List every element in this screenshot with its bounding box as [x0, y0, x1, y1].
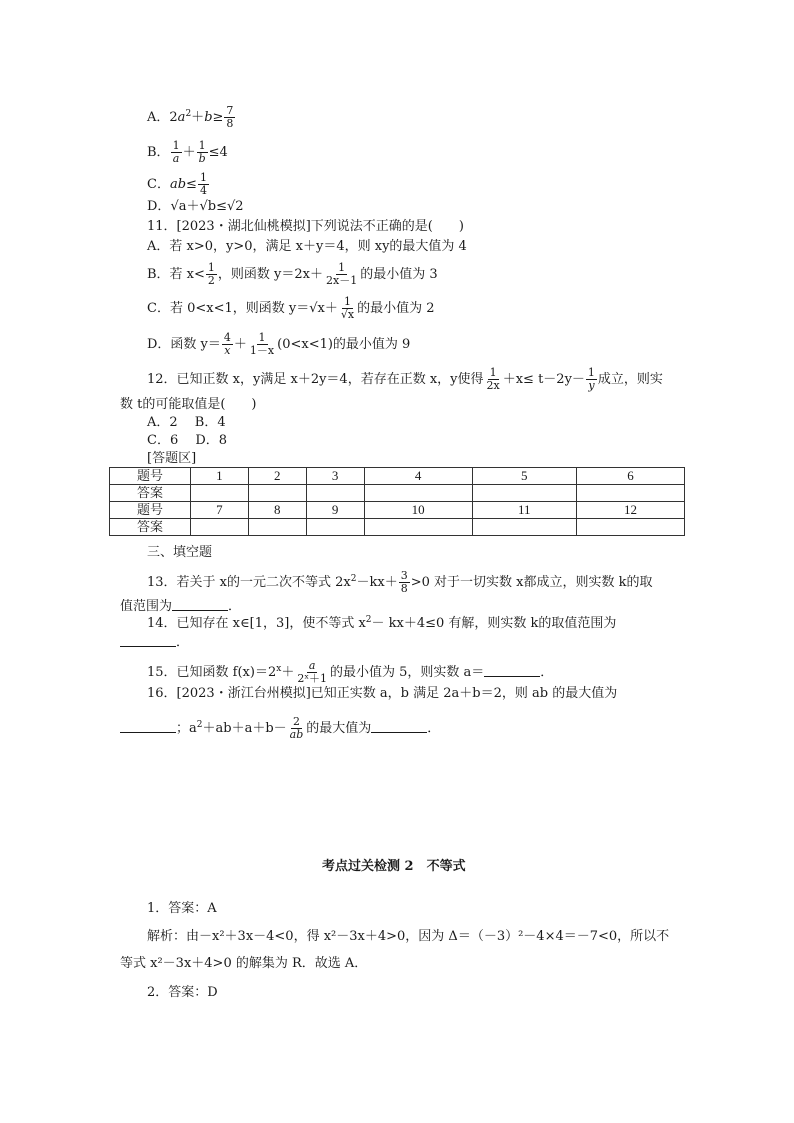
answer-1-explanation-line2: 等式 x²－3x＋4>0 的解集为 R．故选 A． — [120, 956, 368, 971]
answer-blank[interactable] — [120, 634, 176, 647]
question-number: 6 — [576, 468, 684, 485]
question-12-stem: 12．已知正数 x，y满足 x＋2y＝4，若存在正数 x，y使得 $\frac{1}{2x}$ ＋x≤ t－2y－ $\frac{1}{y}$ 成立，则实 — [147, 366, 663, 392]
question-16-line2: ；$a^2+ab+a+b-$ $\frac{2}{ab}$ 的最大值为 ． — [120, 716, 440, 741]
question-number: 10 — [364, 502, 472, 519]
answer-cell[interactable] — [576, 485, 684, 502]
answer-cell[interactable] — [191, 519, 249, 536]
option-10d: D．√a＋√b≤√2 — [147, 199, 244, 214]
question-13-line2: 值范围为 ． — [120, 599, 242, 614]
answer-2: 2．答案：D — [147, 985, 218, 1000]
question-14: 14．已知存在 x∈[1，3]，使不等式 $x^2- kx+4\le 0$ 有解，则实数 k的取值范围为 — [147, 615, 617, 631]
question-16: 16．[2023・浙江台州模拟]已知正实数 a，b 满足 2a＋b＝2，则 ab 的最大值为 — [147, 686, 618, 701]
question-number: 8 — [248, 502, 306, 519]
answer-cell[interactable] — [364, 485, 472, 502]
table-row — [110, 519, 685, 536]
answer-cell[interactable] — [248, 485, 306, 502]
answer-blank[interactable] — [371, 720, 427, 733]
question-12-line2: 数 t的可能取值是( ) — [120, 397, 257, 412]
question-number: 11 — [472, 502, 576, 519]
question-number: 2 — [248, 468, 306, 485]
answer-cell[interactable] — [472, 519, 576, 536]
table-row — [110, 485, 685, 502]
question-number: 3 — [306, 468, 364, 485]
answer-cell[interactable] — [576, 519, 684, 536]
option-10a: A．$2a^2+b\ge$ $\frac{7}{8}$ — [147, 104, 234, 130]
question-12-options-cd: C．6 D．8 — [147, 433, 228, 448]
row-label: 答案 — [110, 519, 191, 536]
row-label: 题号 — [110, 468, 191, 485]
option-10b: B． $\frac{1}{a}$ ＋ $\frac{1}{b}$ ≤4 — [147, 139, 228, 165]
answer-cell[interactable] — [191, 485, 249, 502]
row-label: 题号 — [110, 502, 191, 519]
option-10c: C．ab≤ $\frac{1}{4}$ — [147, 171, 207, 197]
answer-table — [109, 467, 685, 536]
question-number: 12 — [576, 502, 684, 519]
section-heading: 三、填空题 — [147, 545, 213, 560]
answer-blank[interactable] — [120, 720, 176, 733]
option-11b: B．若 x< $\frac{1}{2}$ ，则函数 y＝2x＋ $\frac{1}{2x-1}$ 的最小值为 3 — [147, 261, 438, 287]
table-row — [110, 502, 685, 519]
answers-title: 考点过关检测 2 不等式 — [322, 859, 466, 874]
answer-cell[interactable] — [364, 519, 472, 536]
answer-area-label: [答题区] — [147, 451, 197, 466]
answer-blank[interactable] — [484, 664, 540, 677]
question-11-stem: 11．[2023・湖北仙桃模拟]下列说法不正确的是( ) — [147, 219, 464, 234]
answer-cell[interactable] — [306, 485, 364, 502]
option-11c: C．若 0<x<1，则函数 y＝√x＋ $\frac{1}{√x}$ 的最小值为 2 — [147, 295, 435, 321]
question-number: 9 — [306, 502, 364, 519]
answer-1-explanation: 解析：由－x²＋3x－4<0，得 x²－3x＋4>0，因为 Δ＝（－3）²－4×4＝－7<0，所以不 — [147, 929, 670, 944]
answer-cell[interactable] — [472, 485, 576, 502]
answer-cell[interactable] — [248, 519, 306, 536]
question-14-line2: ． — [120, 634, 189, 652]
question-number: 4 — [364, 468, 472, 485]
answer-1: 1．答案：A — [147, 901, 217, 916]
question-number: 5 — [472, 468, 576, 485]
option-11d: D．函数 y＝ $\frac{4}{x}$ ＋ $\frac{1}{1-x}$ (0<x<1)的最小值为 9 — [147, 331, 411, 357]
question-13: 13．若关于 x的一元二次不等式 $2x^2-kx+$ $\frac{3}{8}$ >0 对于一切实数 x都成立，则实数 k的取 — [147, 569, 653, 595]
table-row — [110, 468, 685, 485]
question-number: 1 — [191, 468, 249, 485]
option-11a: A．若 x>0，y>0，满足 x＋y＝4，则 xy的最大值为 4 — [147, 239, 467, 254]
question-number: 7 — [191, 502, 249, 519]
row-label: 答案 — [110, 485, 191, 502]
answer-cell[interactable] — [306, 519, 364, 536]
question-15: 15．已知函数 $f(x)=2^x+$ $\frac{a}{\text{2ˣ＋1}}$ 的最小值为 5，则实数 a＝ ． — [147, 659, 554, 685]
question-12-options-ab: A．2 B．4 — [147, 415, 226, 430]
answer-blank[interactable] — [172, 598, 228, 611]
